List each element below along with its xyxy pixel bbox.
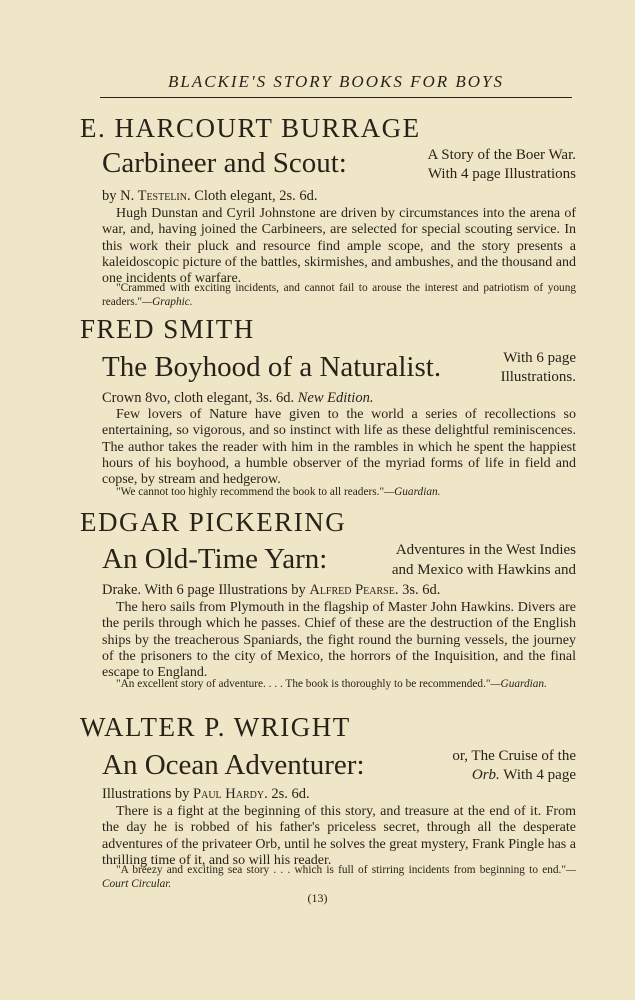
review-source: —Guardian. — [490, 678, 547, 690]
book-details — [102, 582, 440, 599]
press-review — [102, 678, 576, 692]
book-subtitle-line2: With 4 page Illustrations — [427, 166, 576, 182]
book-subtitle-rest: With 4 page — [503, 767, 576, 783]
book-subtitle-line2: and Mexico with Hawkins and — [391, 562, 576, 578]
book-description: Hugh Dunstan and Cyril Johnstone are driven by circumstances into the arena of war, and, having joined the Carbineers, are selected for special scouting service. In this work their pluck and resource find ample scope, and the story presents a kaleidoscopic picture of the battles, skirmishes, and ambushes, and the thousand and one incidents of warfare. — [102, 206, 576, 287]
illustrator-name: N. Testelin. — [120, 188, 191, 204]
press-review — [102, 864, 576, 891]
book-title: An Old-Time Yarn: — [102, 543, 328, 575]
book-details-prefix: by — [102, 188, 117, 204]
press-review — [102, 282, 576, 309]
book-title: The Boyhood of a Naturalist. — [102, 351, 442, 383]
book-subtitle-line1: or, The Cruise of the — [452, 748, 576, 764]
author-heading: FRED SMITH — [80, 314, 255, 344]
review-text: "Crammed with exciting incidents, and cannot fail to arouse the interest and patriotism of young readers." — [102, 282, 576, 308]
book-price: 2s. 6d. — [271, 786, 310, 802]
illustrator-name: Alfred Pearse. — [309, 582, 399, 598]
book-details — [102, 188, 318, 205]
book-price: Crown 8vo, cloth elegant, 3s. 6d. — [102, 390, 295, 406]
book-details-prefix: Illustrations by — [102, 786, 190, 802]
book-edition: New Edition. — [297, 390, 374, 406]
book-title: An Ocean Adventurer: — [102, 749, 365, 781]
book-description: Few lovers of Nature have given to the world a series of recollections so entertaining, so vigorous, and so instinct with life as these delightful reminiscences. The author takes the reader with him in the rambles in which he spent the happiest hours of his boyhood, a humble observer of the myriad forms of life in field and copse, by stream and hedgerow. — [102, 407, 576, 488]
book-subtitle-line1: Adventures in the West Indies — [395, 542, 576, 558]
book-title-row — [102, 146, 576, 194]
review-text: "A breezy and exciting sea story . . . which is full of stirring incidents from beginning to end." — [116, 864, 566, 876]
review-text: "We cannot too highly recommend the book to all readers." — [116, 486, 385, 498]
illustrator-name: Paul Hardy. — [193, 786, 268, 802]
book-details — [102, 390, 373, 407]
review-source: —Guardian. — [384, 486, 441, 498]
review-text: "An excellent story of adventure. . . . The book is thoroughly to be recommended." — [116, 678, 491, 690]
book-description: There is a fight at the beginning of this story, and treasure at the end of it. From the day he is robbed of his father's priceless secret, through all the desperate adventures of the privateer Orb, until he solves the great mystery, Frank Pingle has a thrilling time of it, and so will his reader. — [102, 804, 576, 868]
book-price: 3s. 6d. — [402, 582, 441, 598]
author-heading: EDGAR PICKERING — [80, 507, 347, 537]
book-details-prefix: Drake. With 6 page Illustrations by — [102, 582, 306, 598]
book-subtitle-line2: Illustrations. — [500, 369, 576, 385]
book-description: The hero sails from Plymouth in the flagship of Master John Hawkins. Divers are the perils through which he passes. Chief of these are the destruction of the English ships by the treacherous Spaniards, the fight round the burning vessels, the journey of the prisoners to the city of Mexico, the horrors of the Inquisition, and the final escape to England. — [102, 600, 576, 681]
running-head-rule — [100, 97, 572, 98]
book-subtitle-line1: With 6 page — [503, 350, 576, 366]
review-source: —Graphic. — [142, 295, 193, 308]
page-number: (13) — [307, 891, 328, 905]
author-heading: WALTER P. WRIGHT — [80, 712, 351, 742]
running-head: BLACKIE'S STORY BOOKS FOR BOYS — [168, 72, 504, 91]
book-title: Carbineer and Scout: — [102, 147, 347, 179]
book-details — [102, 786, 310, 803]
ship-name: Orb. — [471, 767, 500, 783]
press-review — [102, 486, 576, 500]
book-subtitle-line2 — [472, 767, 576, 784]
author-heading: E. HARCOURT BURRAGE — [80, 113, 421, 143]
book-subtitle-line1: A Story of the Boer War. — [427, 147, 576, 163]
book-price: Cloth elegant, 2s. 6d. — [194, 188, 318, 204]
review-source: —Court Circular. — [102, 864, 576, 890]
